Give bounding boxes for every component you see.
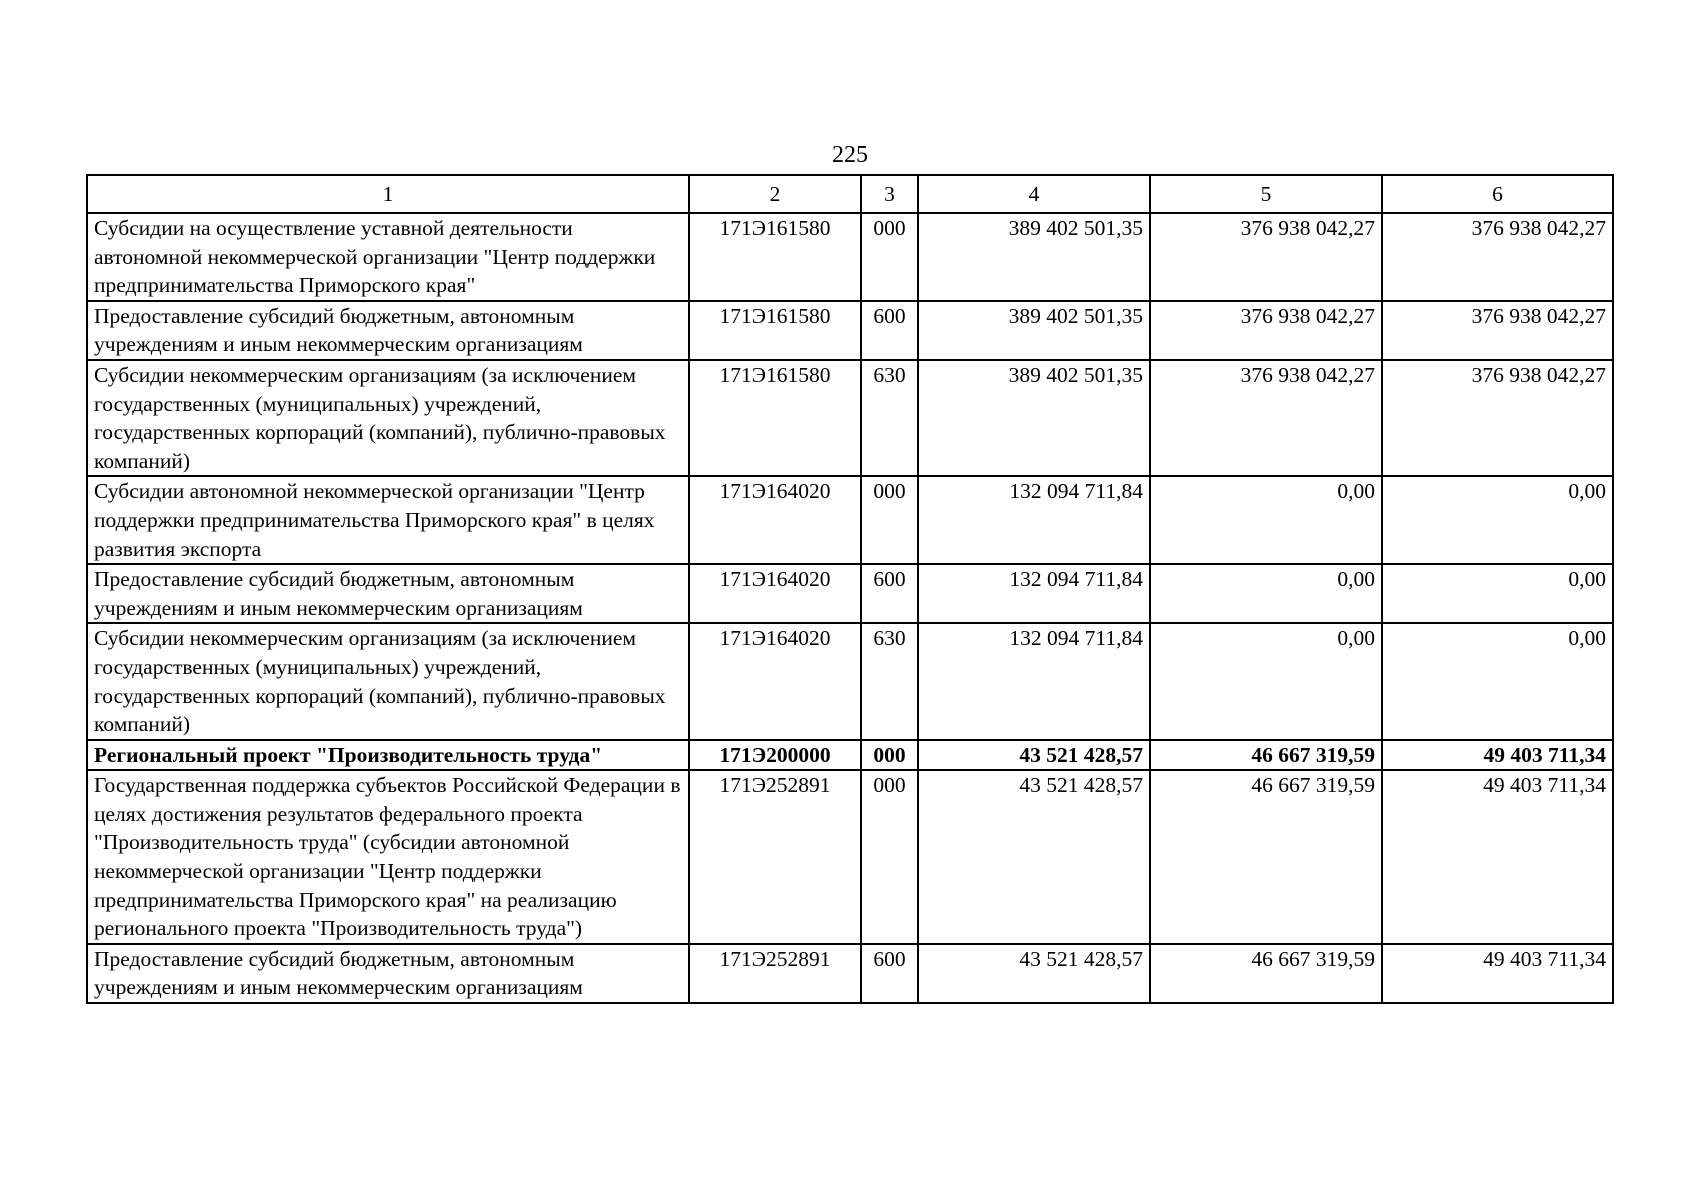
row-amount-col6: 49 403 711,34	[1382, 740, 1613, 771]
row-name: Региональный проект "Производительность труда"	[87, 740, 689, 771]
row-expense-type: 600	[861, 944, 918, 1003]
row-amount-col4: 43 521 428,57	[918, 770, 1150, 944]
row-expense-type: 000	[861, 213, 918, 301]
row-name: Предоставление субсидий бюджетным, автономным учреждениям и иным некоммерческим организациям	[87, 564, 689, 623]
table-row	[87, 476, 1613, 564]
row-amount-col5: 376 938 042,27	[1150, 213, 1382, 301]
row-expense-type: 000	[861, 740, 918, 771]
row-code: 171Э161580	[689, 213, 861, 301]
row-name: Субсидии на осуществление уставной деятельности автономной некоммерческой организации "Центр поддержки предпринимательства Приморского края"	[87, 213, 689, 301]
row-code: 171Э252891	[689, 770, 861, 944]
row-name: Субсидии некоммерческим организациям (за исключением государственных (муниципальных) учреждений, государственных корпораций (компаний), публично-правовых компаний)	[87, 360, 689, 476]
row-amount-col5: 0,00	[1150, 623, 1382, 739]
row-code: 171Э164020	[689, 564, 861, 623]
row-name: Предоставление субсидий бюджетным, автономным учреждениям и иным некоммерческим организациям	[87, 301, 689, 360]
column-header: 2	[689, 175, 861, 213]
column-header: 3	[861, 175, 918, 213]
row-name: Предоставление субсидий бюджетным, автономным учреждениям и иным некоммерческим организациям	[87, 944, 689, 1003]
row-name: Субсидии некоммерческим организациям (за исключением государственных (муниципальных) учреждений, государственных корпораций (компаний), публично-правовых компаний)	[87, 623, 689, 739]
row-amount-col5: 376 938 042,27	[1150, 360, 1382, 476]
row-expense-type: 600	[861, 564, 918, 623]
table-header-row	[87, 175, 1613, 213]
row-code: 171Э161580	[689, 360, 861, 476]
row-code: 171Э164020	[689, 476, 861, 564]
row-amount-col4: 389 402 501,35	[918, 301, 1150, 360]
page-number: 225	[832, 142, 868, 168]
row-code: 171Э252891	[689, 944, 861, 1003]
table-row	[87, 564, 1613, 623]
row-amount-col5: 0,00	[1150, 564, 1382, 623]
row-amount-col5: 46 667 319,59	[1150, 944, 1382, 1003]
row-amount-col5: 0,00	[1150, 476, 1382, 564]
table-row	[87, 360, 1613, 476]
row-amount-col4: 389 402 501,35	[918, 213, 1150, 301]
row-amount-col4: 132 094 711,84	[918, 476, 1150, 564]
table-row	[87, 770, 1613, 944]
column-header: 6	[1382, 175, 1613, 213]
row-amount-col4: 132 094 711,84	[918, 564, 1150, 623]
table-row	[87, 944, 1613, 1003]
row-expense-type: 630	[861, 360, 918, 476]
row-amount-col5: 376 938 042,27	[1150, 301, 1382, 360]
table-row	[87, 213, 1613, 301]
column-header: 1	[87, 175, 689, 213]
row-amount-col6: 376 938 042,27	[1382, 213, 1613, 301]
row-code: 171Э164020	[689, 623, 861, 739]
row-amount-col4: 389 402 501,35	[918, 360, 1150, 476]
table-row	[87, 623, 1613, 739]
table-row	[87, 301, 1613, 360]
table-row-section-heading	[87, 740, 1613, 771]
row-amount-col6: 49 403 711,34	[1382, 944, 1613, 1003]
row-amount-col6: 376 938 042,27	[1382, 360, 1613, 476]
row-name: Субсидии автономной некоммерческой организации "Центр поддержки предпринимательства Приморского края" в целях развития экспорта	[87, 476, 689, 564]
row-amount-col6: 0,00	[1382, 623, 1613, 739]
row-expense-type: 630	[861, 623, 918, 739]
row-expense-type: 600	[861, 301, 918, 360]
row-name: Государственная поддержка субъектов Российской Федерации в целях достижения результатов федерального проекта "Производительность труда" (субсидии автономной некоммерческой организации "Центр поддержки предпринимательства Приморского края" на реализацию регионального проекта "Производительность труда")	[87, 770, 689, 944]
row-amount-col5: 46 667 319,59	[1150, 770, 1382, 944]
row-amount-col6: 0,00	[1382, 476, 1613, 564]
row-amount-col4: 43 521 428,57	[918, 944, 1150, 1003]
row-code: 171Э161580	[689, 301, 861, 360]
row-amount-col6: 376 938 042,27	[1382, 301, 1613, 360]
row-code: 171Э200000	[689, 740, 861, 771]
row-expense-type: 000	[861, 476, 918, 564]
row-amount-col5: 46 667 319,59	[1150, 740, 1382, 771]
row-amount-col4: 43 521 428,57	[918, 740, 1150, 771]
row-expense-type: 000	[861, 770, 918, 944]
row-amount-col6: 0,00	[1382, 564, 1613, 623]
budget-table	[86, 174, 1614, 1004]
column-header: 5	[1150, 175, 1382, 213]
row-amount-col6: 49 403 711,34	[1382, 770, 1613, 944]
column-header: 4	[918, 175, 1150, 213]
row-amount-col4: 132 094 711,84	[918, 623, 1150, 739]
